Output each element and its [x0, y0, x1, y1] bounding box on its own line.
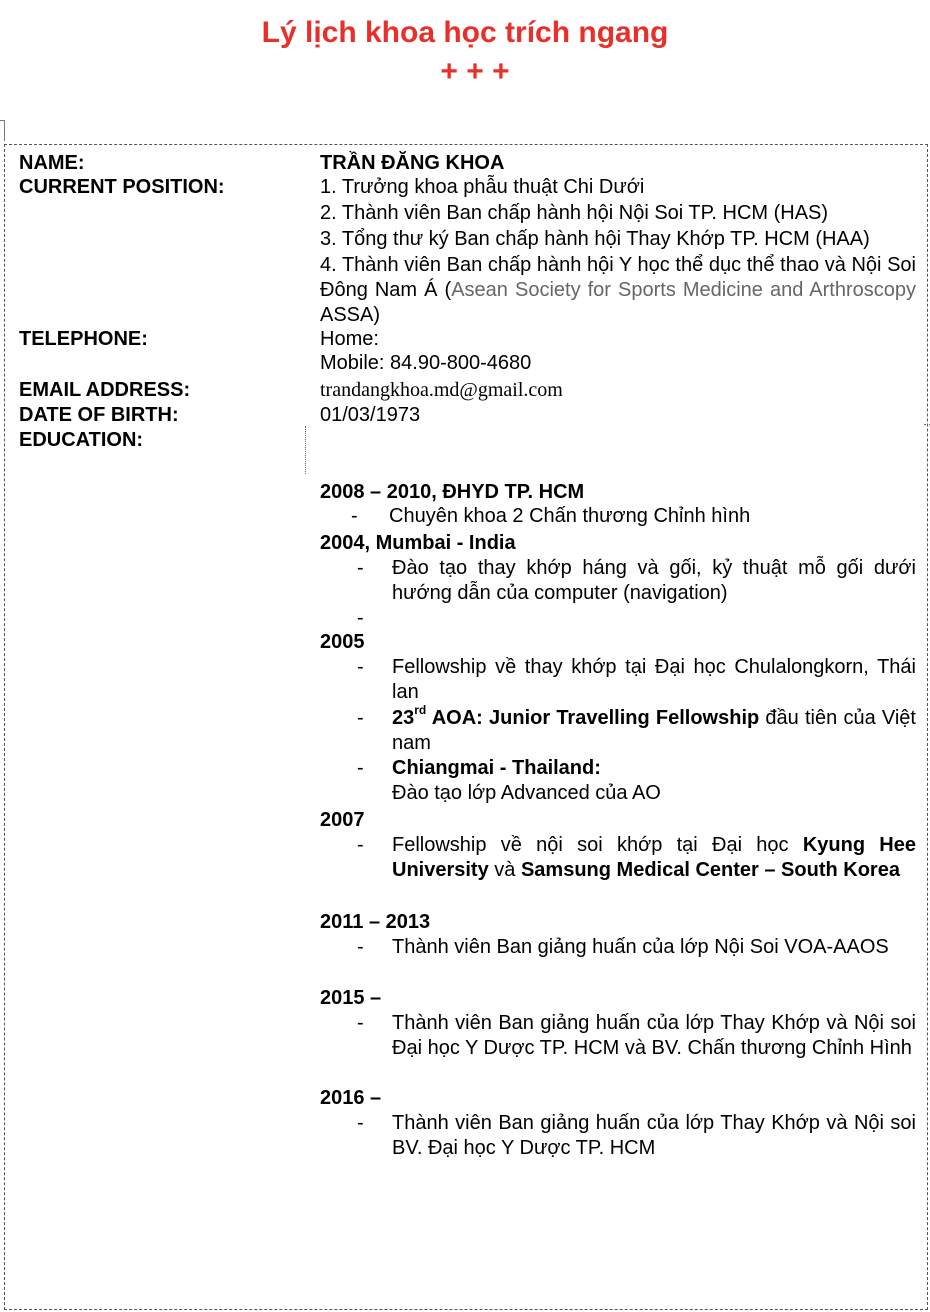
aoa-note: đầu tiên của Việt nam	[392, 707, 916, 754]
education-year-2015: 2015 –	[320, 987, 382, 1009]
mobile-phone: Mobile: 84.90-800-4680	[320, 352, 532, 374]
education-year-2011: 2011 – 2013	[320, 911, 431, 933]
bullet-dash: -	[357, 707, 364, 729]
name-label: NAME:	[19, 152, 85, 174]
education-year-2004: 2004, Mumbai - India	[320, 532, 516, 554]
education-item-2016: Thành viên Ban giảng huấn của lớp Thay Khớp và Nội soi BV. Đại học Y Dược TP. HCM	[392, 1112, 916, 1159]
chiangmai-location: Chiangmai - Thailand:	[392, 757, 601, 779]
dob-label: DATE OF BIRTH:	[19, 404, 179, 426]
table-column-divider	[305, 426, 306, 474]
bullet-dash: -	[357, 1012, 364, 1034]
aoa-ordinal: rd	[414, 703, 427, 718]
bullet-dash: -	[357, 834, 364, 856]
bullet-dash: -	[357, 557, 364, 579]
position-3: 3. Tổng thư ký Ban chấp hành hội Thay Khớp TP. HCM (HAA)	[320, 228, 870, 250]
document-subtitle: + + +	[440, 55, 510, 88]
education-item-2015: Thành viên Ban giảng huấn của lớp Thay Khớp và Nội soi Đại học Y Dược TP. HCM và BV. Chấn thương Chỉnh Hình	[392, 1012, 916, 1059]
bullet-dash: -	[357, 757, 364, 779]
telephone-label: TELEPHONE:	[19, 328, 148, 350]
kyung-hee-prefix: Fellowship về nội soi khớp tại Đại học	[392, 834, 803, 856]
dob-value: 01/03/1973	[320, 404, 421, 426]
bullet-dash: -	[357, 607, 364, 629]
position-4-text: 4. Thành viên Ban chấp hành hội Y học thể dục thể thao và Nội Soi Đông Nam Á (	[320, 254, 916, 301]
aoa-fellowship: AOA: Junior Travelling Fellowship	[426, 707, 760, 729]
document-title: Lý lịch khoa học trích ngang	[261, 16, 669, 49]
education-item-2007	[392, 833, 916, 883]
education-item-2005-chulalongkorn: Fellowship về thay khớp tại Đại học Chulalongkorn, Thái lan	[392, 656, 916, 703]
education-item-2004: Đào tạo thay khớp háng và gối, kỷ thuật mỗ gối dưới hướng dẫn của computer (navigation)	[392, 557, 916, 604]
aoa-number: 23	[392, 707, 415, 729]
education-year-2007: 2007	[320, 809, 365, 831]
education-item-2005-chiangmai	[392, 756, 916, 781]
position-label: CURRENT POSITION:	[19, 176, 225, 198]
home-phone: Home:	[320, 328, 379, 350]
conjunction: và	[488, 859, 521, 881]
bullet-dash: -	[357, 936, 364, 958]
education-year-2005: 2005	[320, 631, 365, 653]
education-item-2011: Thành viên Ban giảng huấn của lớp Nội Soi VOA-AAOS	[392, 936, 889, 958]
position-4	[320, 253, 916, 328]
email-value: trandangkhoa.md@gmail.com	[320, 379, 563, 401]
samsung-medical-center: Samsung Medical Center – South Korea	[520, 859, 900, 881]
name-value: TRẦN ĐĂNG KHOA	[320, 152, 505, 174]
bullet-dash: -	[357, 1112, 364, 1134]
education-item-2005-ao: Đào tạo lớp Advanced của AO	[392, 782, 661, 804]
table-row-divider	[924, 424, 930, 425]
bullet-dash: -	[357, 656, 364, 678]
kyung-hee-university: Kyung Hee University	[392, 834, 916, 881]
education-year-2016: 2016 –	[320, 1087, 382, 1109]
position-2: 2. Thành viên Ban chấp hành hội Nội Soi TP. HCM (HAS)	[320, 202, 829, 224]
education-item-2005-aoa	[392, 703, 916, 756]
position-4-acronym: ASSA)	[320, 304, 381, 326]
education-year-2008: 2008 – 2010, ĐHYD TP. HCM	[320, 481, 585, 503]
bullet-dash: -	[351, 505, 358, 527]
email-label: EMAIL ADDRESS:	[19, 379, 191, 401]
position-1: 1. Trưởng khoa phẫu thuật Chi Dưới	[320, 176, 645, 198]
education-label: EDUCATION:	[19, 429, 144, 451]
text-boundary-mark	[0, 120, 5, 141]
education-item-2008: Chuyên khoa 2 Chấn thương Chỉnh hình	[389, 505, 751, 527]
position-4-organization: Asean Society for Sports Medicine and Arthroscopy	[451, 279, 916, 301]
